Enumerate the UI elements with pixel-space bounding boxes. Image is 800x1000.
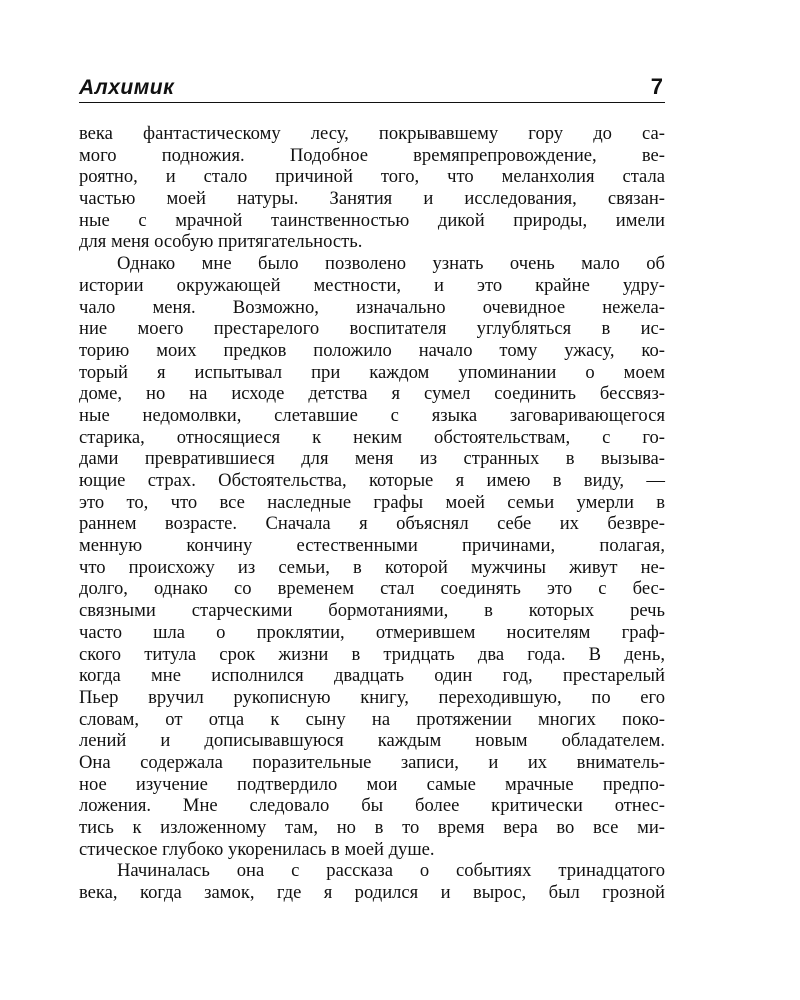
page-header (79, 74, 665, 103)
text-line: Начиналась она с рассказа о событиях тринадцатого (117, 860, 665, 882)
text-line: для меня особую притягательность. (79, 231, 363, 253)
text-line: чало меня. Возможно, изначально очевидное нежела- (79, 296, 665, 318)
text-line: мого подножия. Подобное времяпрепровождение, ве- (79, 144, 665, 166)
text-line: ные с мрачной таинственностью дикой природы, имели (79, 209, 665, 231)
text-line: ные недомолвки, слетавшие с языка заговаривающегося (79, 404, 665, 426)
text-line: тись к изложенному там, но в то время вера во все ми- (79, 817, 665, 838)
text-line: торый я испытывал при каждом упоминании о моем (79, 361, 665, 383)
text-line: лений и дописывавшуюся каждым новым обладателем. (79, 730, 665, 752)
text-line: старика, относящиеся к неким обстоятельствам, с го- (79, 426, 665, 448)
text-line: долго, однако со временем стал соединять это с бес- (79, 578, 665, 600)
text-line: доме, но на исходе детства я сумел соединить бессвяз- (79, 383, 665, 405)
text-line: стическое глубоко укоренилась в моей душе. (79, 838, 435, 860)
text-line: ского титула срок жизни в тридцать два года. В день, (79, 643, 665, 665)
text-line: дами превратившиеся для меня из странных в вызыва- (79, 448, 665, 470)
text-line: Однако мне было позволено узнать очень мало об (117, 253, 665, 275)
text-line: истории окружающей местности, и это крайне удру- (79, 274, 665, 296)
text-line: Пьер вручил рукописную книгу, переходившую, по его (79, 686, 665, 708)
text-line: ние моего престарелого воспитателя углубляться в ис- (79, 318, 665, 340)
text-line: Она содержала поразительные записи, и их вниматель- (79, 751, 665, 773)
text-line: частью моей натуры. Занятия и исследования, связан- (79, 188, 665, 210)
text-line: ющие страх. Обстоятельства, которые я имею в виду, — (79, 470, 665, 491)
text-line: торию моих предков положило начало тому ужасу, ко- (79, 339, 665, 361)
text-line: века, когда замок, где я родился и вырос, был грозной (79, 882, 665, 904)
running-title: Алхимик (79, 76, 175, 99)
page-number: 7 (650, 74, 663, 99)
text-line: словам, от отца к сыну на протяжении многих поко- (79, 708, 665, 730)
text-line: это то, что все наследные графы моей семьи умерли в (79, 491, 665, 513)
text-line: ное изучение подтвердило мои самые мрачные предпо- (79, 773, 665, 795)
text-line: связными старческими бормотаниями, в которых речь (79, 600, 665, 622)
text-line: раннем возрасте. Сначала я объяснял себе их безвре- (79, 513, 665, 535)
text-line: когда мне исполнился двадцать один год, престарелый (79, 665, 665, 687)
body-text (79, 123, 665, 904)
text-line: века фантастическому лесу, покрывавшему гору до са- (79, 123, 665, 144)
text-line: часто шла о проклятии, отмерившем носителям граф- (79, 621, 665, 643)
text-line: что происхожу из семьи, в которой мужчины живут не- (79, 556, 665, 578)
text-line: менную кончину естественными причинами, полагая, (79, 535, 665, 557)
text-line: роятно, и стало причиной того, что меланхолия стала (79, 166, 665, 188)
text-line: ложения. Мне следовало бы более критически отнес- (79, 795, 665, 817)
